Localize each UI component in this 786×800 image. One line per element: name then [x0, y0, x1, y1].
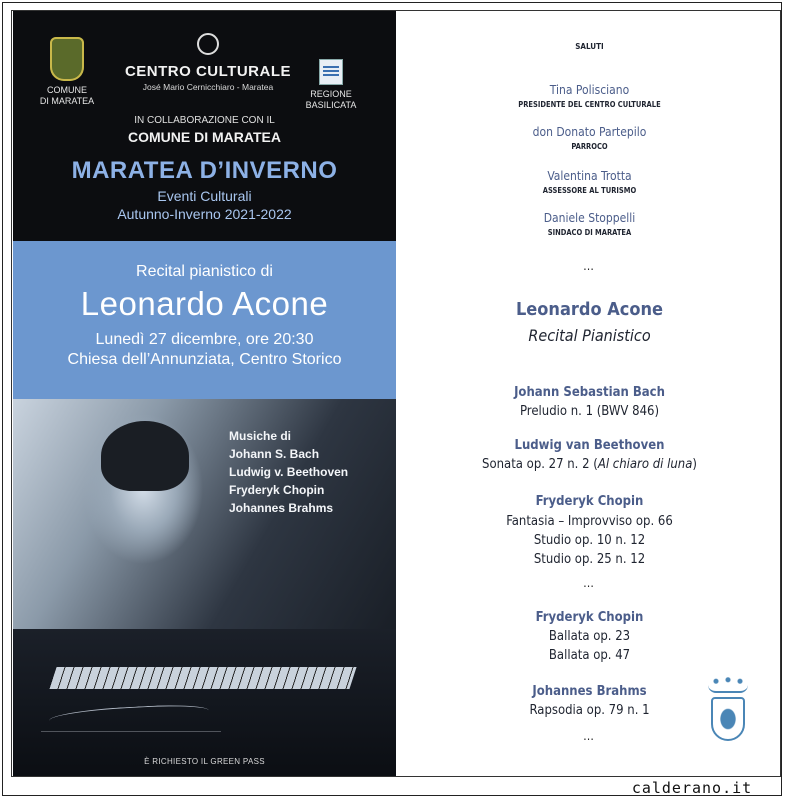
program-artist: Leonardo Acone — [515, 299, 663, 320]
regione-crest-icon — [319, 59, 343, 85]
work-title: Studio op. 10 n. 12 — [533, 533, 646, 548]
artist-name: Leonardo Acone — [80, 285, 329, 322]
signature-stroke — [49, 703, 210, 730]
greeting-item — [398, 211, 781, 237]
greeting-role: ASSESSORE AL TURISMO — [542, 186, 637, 195]
composer-heading: Fryderyk Chopin — [535, 610, 644, 625]
site-credit: calderano.it — [631, 779, 753, 797]
greeting-item — [398, 169, 781, 195]
comune-label-line2: DI MARATEA — [39, 96, 95, 106]
work-title: Ballata op. 47 — [548, 648, 631, 663]
composer-list-title: Musiche di — [229, 429, 292, 443]
work-nickname: Al chiaro di luna — [597, 457, 693, 472]
composer-list — [229, 427, 348, 517]
composer-list-item: Ludwig v. Beethoven — [229, 465, 349, 479]
work-title: Ballata op. 23 — [548, 629, 631, 644]
regione-logo — [301, 59, 361, 111]
separator-dots: … — [583, 729, 596, 743]
greeting-role: PRESIDENTE DEL CENTRO CULTURALE — [518, 100, 661, 109]
work-title: Studio op. 25 n. 12 — [533, 552, 646, 567]
greeting-name: don Donato Partepilo — [532, 125, 647, 139]
concert-date: Lunedì 27 dicembre, ore 20:30 — [95, 331, 314, 348]
outer-frame — [2, 2, 782, 796]
piano-keys — [49, 667, 356, 689]
artist-signature — [41, 701, 221, 732]
collaboration-comune: COMUNE DI MARATEA — [128, 129, 281, 145]
comune-logo — [39, 37, 95, 107]
concert-banner — [13, 241, 396, 399]
recital-intro: Recital pianistico di — [136, 263, 273, 280]
composer-list-item: Johann S. Bach — [229, 447, 320, 461]
composer-list-item: Johannes Brahms — [229, 501, 334, 515]
collaboration — [13, 115, 396, 145]
greeting-name: Valentina Trotta — [547, 169, 632, 183]
event-series-sub-line2: Autunno-Inverno 2021-2022 — [117, 206, 292, 222]
composer-heading: Johann Sebastian Bach — [514, 385, 665, 400]
greeting-name: Tina Polisciano — [549, 83, 630, 97]
comune-label-line1: COMUNE — [47, 85, 87, 95]
event-poster — [13, 11, 396, 776]
composer-heading: Johannes Brahms — [532, 684, 647, 699]
flyer — [11, 10, 781, 777]
greeting-item — [398, 125, 781, 151]
crown-icon — [708, 677, 748, 693]
centro-culturale-subtitle: José Mario Cernicchiaro - Maratea — [142, 82, 274, 92]
concert-program — [398, 11, 781, 776]
logo-row — [13, 29, 396, 119]
green-pass-notice: È RICHIESTO IL GREEN PASS — [144, 757, 265, 766]
comune-crest-icon — [50, 37, 84, 81]
greeting-name: Daniele Stoppelli — [543, 211, 636, 225]
centro-culturale-logo — [113, 33, 303, 92]
program-subtitle: Recital Pianistico — [528, 326, 651, 345]
work-title: Preludio n. 1 (BWV 846) — [519, 404, 660, 419]
greetings-heading: SALUTI — [575, 42, 604, 51]
shield-icon — [711, 697, 745, 741]
maratea-crest-icon — [706, 677, 750, 747]
concert-venue: Chiesa dell’Annunziata, Centro Storico — [67, 351, 342, 368]
regione-label-line1: REGIONE — [310, 89, 352, 99]
work-title: Rapsodia op. 79 n. 1 — [529, 703, 650, 718]
greeting-role: PARROCO — [571, 142, 608, 151]
event-series-sub-line1: Eventi Culturali — [157, 188, 252, 204]
separator-dots: … — [583, 259, 596, 273]
pianist-photo — [13, 399, 396, 776]
greeting-item — [398, 83, 781, 109]
regione-label-line2: BASILICATA — [305, 100, 357, 110]
collaboration-line: IN COLLABORAZIONE CON IL — [134, 115, 275, 126]
work-title: Fantasia – Improvviso op. 66 — [506, 514, 673, 529]
event-series-title: MARATEA D’INVERNO — [71, 157, 338, 184]
separator-dots: … — [583, 576, 596, 590]
composer-heading: Fryderyk Chopin — [535, 494, 644, 509]
composer-heading: Ludwig van Beethoven — [514, 438, 665, 453]
centro-culturale-mark-icon — [197, 33, 219, 55]
centro-culturale-title: CENTRO CULTURALE — [124, 63, 292, 80]
greeting-role: SINDACO DI MARATEA — [547, 228, 632, 237]
event-series-subtitle — [13, 187, 396, 223]
work-title: Sonata op. 27 n. 2 (Al chiaro di luna) — [482, 457, 697, 472]
composer-list-item: Fryderyk Chopin — [229, 483, 325, 497]
pianist-photo-head — [101, 421, 189, 491]
